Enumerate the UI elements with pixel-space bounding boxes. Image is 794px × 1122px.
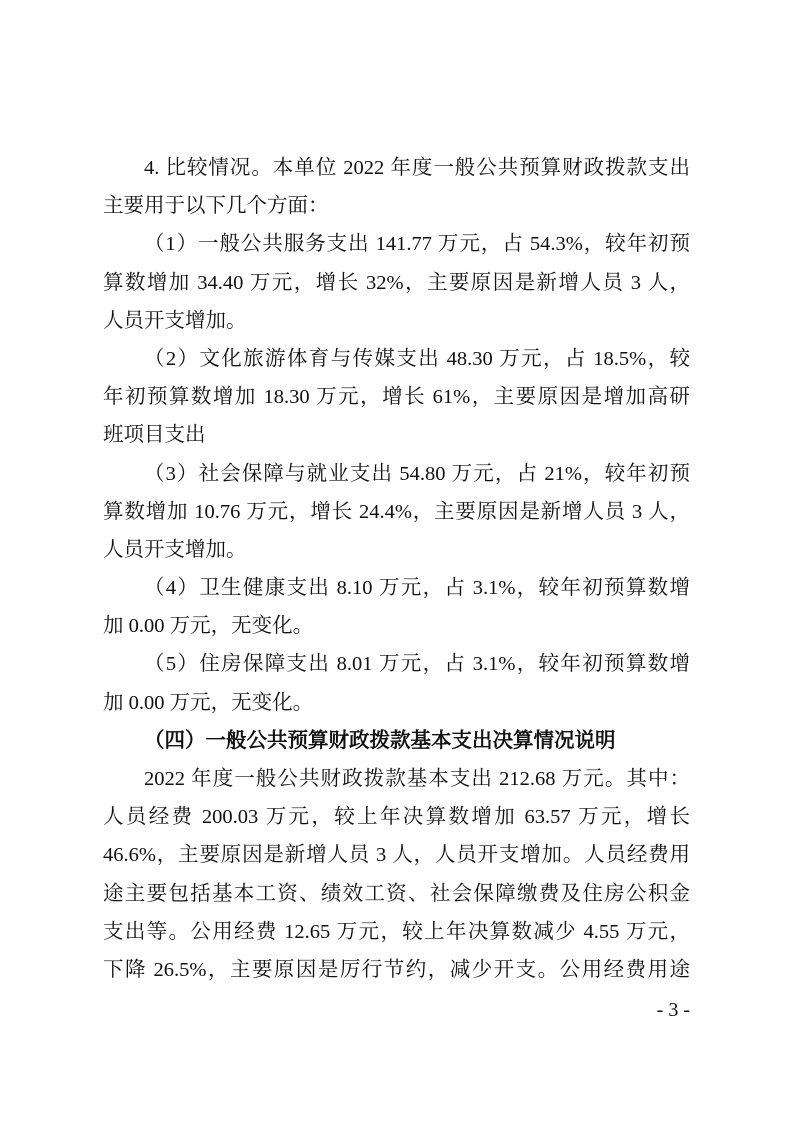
text-line: 加 0.00 万元，无变化。 xyxy=(103,615,314,638)
text-line: （3）社会保障与就业支出 54.80 万元，占 21%，较年初预 xyxy=(144,462,690,485)
text-line: 年初预算数增加 18.30 万元，增长 61%，主要原因是增加高研 xyxy=(103,386,690,409)
page-number: - 3 - xyxy=(656,999,690,1021)
paragraph-item-2-culture-tourism-sports-media xyxy=(103,340,690,455)
text-line: 途主要包括基本工资、绩效工资、社会保障缴费及住房公积金 xyxy=(103,882,690,905)
paragraph-comparison-intro xyxy=(103,149,690,225)
text-line: 算数增加 10.76 万元，增长 24.4%，主要原因是新增人员 3 人， xyxy=(103,500,690,523)
text-line: 班项目支出 xyxy=(103,424,206,447)
text-line: 支出等。公用经费 12.65 万元，较上年决算数减少 4.55 万元， xyxy=(103,920,690,943)
text-line: 人员开支增加。 xyxy=(103,538,247,561)
paragraph-item-4-health xyxy=(103,569,690,645)
text-line: 4. 比较情况。本单位 2022 年度一般公共预算财政拨款支出 xyxy=(144,157,690,179)
section-heading: （四）一般公共预算财政拨款基本支出决算情况说明 xyxy=(144,729,616,752)
text-line: 算数增加 34.40 万元，增长 32%，主要原因是新增人员 3 人， xyxy=(103,271,690,294)
text-line: （5）住房保障支出 8.01 万元，占 3.1%，较年初预算数增 xyxy=(144,653,690,676)
text-line: （2）文化旅游体育与传媒支出 48.30 万元，占 18.5%，较 xyxy=(144,347,690,370)
document-body xyxy=(103,149,690,989)
text-line: 主要用于以下几个方面： xyxy=(103,195,329,218)
text-line: （4）卫生健康支出 8.10 万元，占 3.1%，较年初预算数增 xyxy=(144,577,690,600)
text-line: （1）一般公共服务支出 141.77 万元，占 54.3%，较年初预 xyxy=(144,233,690,256)
text-line: 人员经费 200.03 万元，较上年决算数增加 63.57 万元，增长 xyxy=(103,806,690,829)
text-line: 加 0.00 万元，无变化。 xyxy=(103,691,314,714)
paragraph-item-1-general-public-services xyxy=(103,225,690,340)
text-line: 下降 26.5%，主要原因是厉行节约，减少开支。公用经费用途 xyxy=(103,958,690,981)
text-line: 人员开支增加。 xyxy=(103,309,247,332)
paragraph-basic-expenditure xyxy=(103,760,690,989)
text-line: 2022 年度一般公共财政拨款基本支出 212.68 万元。其中： xyxy=(144,768,690,790)
text-line: 46.6%，主要原因是新增人员 3 人，人员开支增加。人员经费用 xyxy=(103,844,690,867)
paragraph-item-5-housing-security xyxy=(103,645,690,721)
paragraph-item-3-social-security-employment xyxy=(103,455,690,570)
